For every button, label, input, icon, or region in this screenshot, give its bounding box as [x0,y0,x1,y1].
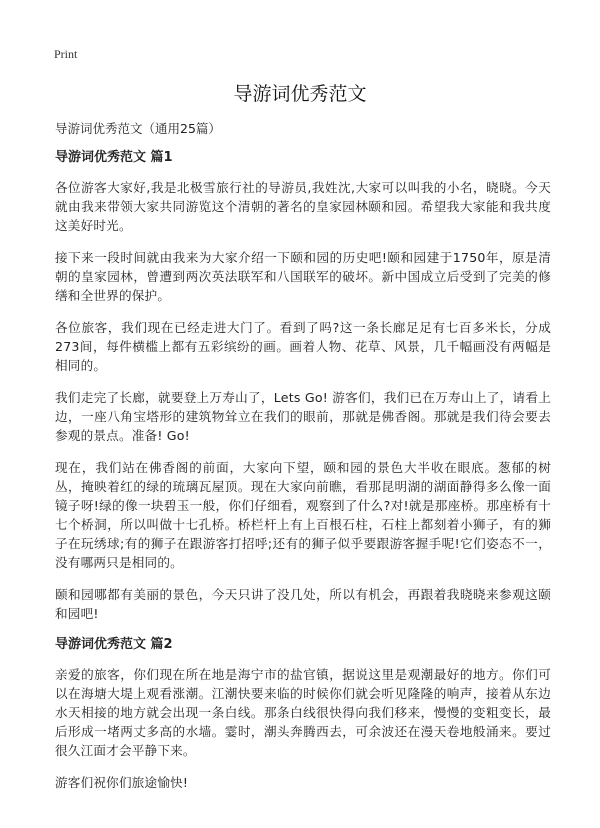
page-title: 导游词优秀范文 [233,83,367,105]
document-subtitle: 导游词优秀范文（通用25篇） [55,121,221,136]
paragraph: 亲爱的旅客，你们现在所在地是海宁市的盐官镇，据说这里是观潮最好的地方。你们可以在海塘大堤上观看涨潮。江潮快要来临的时候你们就会听见隆隆的响声，接着从东边水天相接的地方就会出现一条白线。那条白线很快得向我们移来，慢慢的变粗变长，最后形成一堵两丈多高的水墙。霎时，潮头奔腾西去，可余波还在漫天卷地般涌来。要过很久江面才会平静下来。 [55,667,551,758]
print-label: Print [54,47,78,61]
paragraph: 各位旅客，我们现在已经走进大门了。看到了吗?这一条长廊足足有七百多米长，分成273间，每件横槛上都有五彩缤纷的画。画着人物、花草、风景，几千幅画没有两幅是相同的。 [55,320,551,373]
paragraph: 我们走完了长廊，就要登上万寿山了，Lets Go! 游客们，我们已在万寿山上了，请看上边，一座八角宝塔形的建筑物耸立在我们的眼前，那就是佛香阁。那就是我们待会要去参观的景点。准备! Go! [55,390,551,443]
paragraph: 现在，我们站在佛香阁的前面，大家向下望，颐和园的景色大半收在眼底。葱郁的树丛，掩映着红的绿的琉璃瓦屋顶。现在大家向前瞧，看那昆明湖的湖面静得多么像一面镜子呀!绿的像一块碧玉一般，你们仔细看，观察到了什么?对!就是那座桥。那座桥有十七个桥洞，所以叫做十七孔桥。桥栏杆上有上百根石柱，石柱上都刻着小狮子，有的狮子在玩绣球;有的狮子在跟游客打招呼;还有的狮子似乎要跟游客握手呢!它们姿态不一，没有哪两只是相同的。 [55,460,551,570]
section-2 [55,636,551,792]
section-1 [55,149,551,623]
section-heading: 导游词优秀范文 篇1 [55,150,173,165]
paragraph: 颐和园哪都有美丽的景色，今天只讲了没几处，所以有机会，再跟着我晓晓来参观这颐和园吧! [55,587,551,621]
paragraph: 游客们祝你们旅途愉快! [55,775,189,790]
section-heading: 导游词优秀范文 篇2 [55,637,173,652]
document-body [55,120,551,805]
paragraph: 接下来一段时间就由我来为大家介绍一下颐和园的历史吧!颐和园建于1750年，原是清朝的皇家园林，曾遭到两次英法联军和八国联军的破坏。新中国成立后受到了完美的修缮和全世界的保护。 [55,250,551,303]
paragraph: 各位游客大家好,我是北极雪旅行社的导游员,我姓沈,大家可以叫我的小名，晓晓。今天就由我来带领大家共同游览这个清朝的著名的皇家园林颐和园。希望我大家能和我共度这美好时光。 [55,180,551,233]
